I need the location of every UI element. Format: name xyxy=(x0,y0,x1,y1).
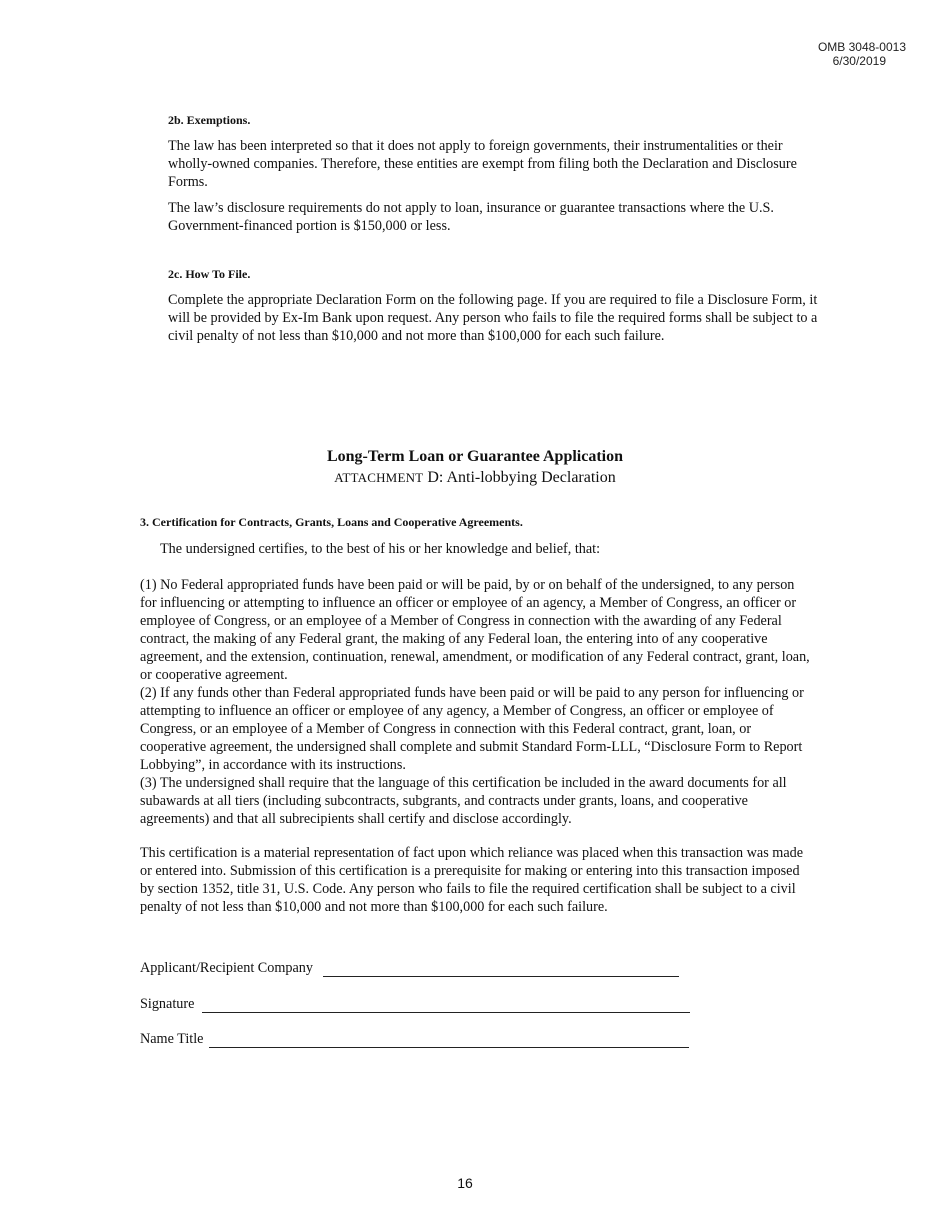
section-3-intro: The undersigned certifies, to the best of his or her knowledge and belief, that: xyxy=(160,541,601,557)
certification-items xyxy=(140,576,812,828)
name-title-line[interactable] xyxy=(209,1033,689,1048)
section-2b-paragraph-1: The law has been interpreted so that it does not apply to foreign governments, their instrumentalities or their wholly-owned companies. Therefore, these entities are exempt from filing both the Declaration and Disclosure Forms. xyxy=(168,138,797,190)
signature-label: Signature xyxy=(140,996,195,1012)
section-3-heading: 3. Certification for Contracts, Grants, Loans and Cooperative Agreements. xyxy=(140,515,523,529)
attachment-title: Long-Term Loan or Guarantee Application xyxy=(326,448,624,465)
certification-item-2: (2) If any funds other than Federal appropriated funds have been paid or will be paid to any person for influencing or attempting to influence an officer or employee of any agency, a Member of Congress, an officer or employee of Congress, or an employee of a Member of Congress in connection with this Federal contract, grant, loan, or cooperative agreement, the undersigned shall complete and submit Standard Form-LLL, “Disclosure Form to Report Lobbying”, in accordance with its instructions. xyxy=(140,685,804,773)
attachment-subtitle-prefix: ATTACHMENT xyxy=(334,470,424,485)
certification-item-1: (1) No Federal appropriated funds have been paid or will be paid, by or on behalf of the undersigned, to any person for influencing or attempting to influence an officer or employee of an agency, a Member of Congress, an officer or employee of Congress, or an employee of a Member of Congress in connection with the awarding of any Federal contract, the making of any Federal grant, the making of any Federal loan, the entering into of any cooperative agreement, and the extension, continuation, renewal, amendment, or modification of any Federal contract, grant, loan, or cooperative agreement. xyxy=(140,577,810,683)
section-2b-paragraph-2: The law’s disclosure requirements do not apply to loan, insurance or guarantee transactions where the U.S. Government-financed portion is $150,000 or less. xyxy=(168,200,774,234)
section-2c-paragraph: Complete the appropriate Declaration Form on the following page. If you are required to file a Disclosure Form, it will be provided by Ex-Im Bank upon request. Any person who fails to file the required forms shall be subject to a civil penalty of not less than $10,000 and not more than $100,000 for each such failure. xyxy=(168,292,818,344)
omb-control-number xyxy=(818,40,906,68)
attachment-subtitle-rest: D: Anti-lobbying Declaration xyxy=(423,469,616,486)
omb-expiration-date: 6/30/2019 xyxy=(832,54,886,68)
attachment-subtitle xyxy=(0,469,950,487)
certification-closing-paragraph: This certification is a material representation of fact upon which reliance was placed when this transaction was made or entered into. Submission of this certification is a prerequisite for making or entering into this transaction imposed by section 1352, title 31, U.S. Code. Any person who fails to file the required certification shall be subject to a civil penalty of not less than $10,000 and not more than $100,000 for each such failure. xyxy=(140,845,804,915)
name-title-label: Name Title xyxy=(140,1031,204,1047)
signature-line[interactable] xyxy=(202,998,690,1013)
section-2c-heading: 2c. How To File. xyxy=(168,267,251,281)
company-label: Applicant/Recipient Company xyxy=(140,960,313,976)
omb-number: OMB 3048-0013 xyxy=(817,40,906,54)
company-signature-row xyxy=(140,960,679,977)
certification-item-3: (3) The undersigned shall require that the language of this certification be included in the award documents for all subawards at all tiers (including subcontracts, subgrants, and contracts under grants, loans, and cooperative agreements) and that all subrecipients shall certify and disclose accordingly. xyxy=(140,775,787,827)
page-number: 16 xyxy=(457,1175,473,1191)
name-title-row xyxy=(140,1031,689,1048)
signature-row xyxy=(140,996,690,1013)
company-line[interactable] xyxy=(323,962,679,977)
section-2b-heading: 2b. Exemptions. xyxy=(168,113,251,127)
